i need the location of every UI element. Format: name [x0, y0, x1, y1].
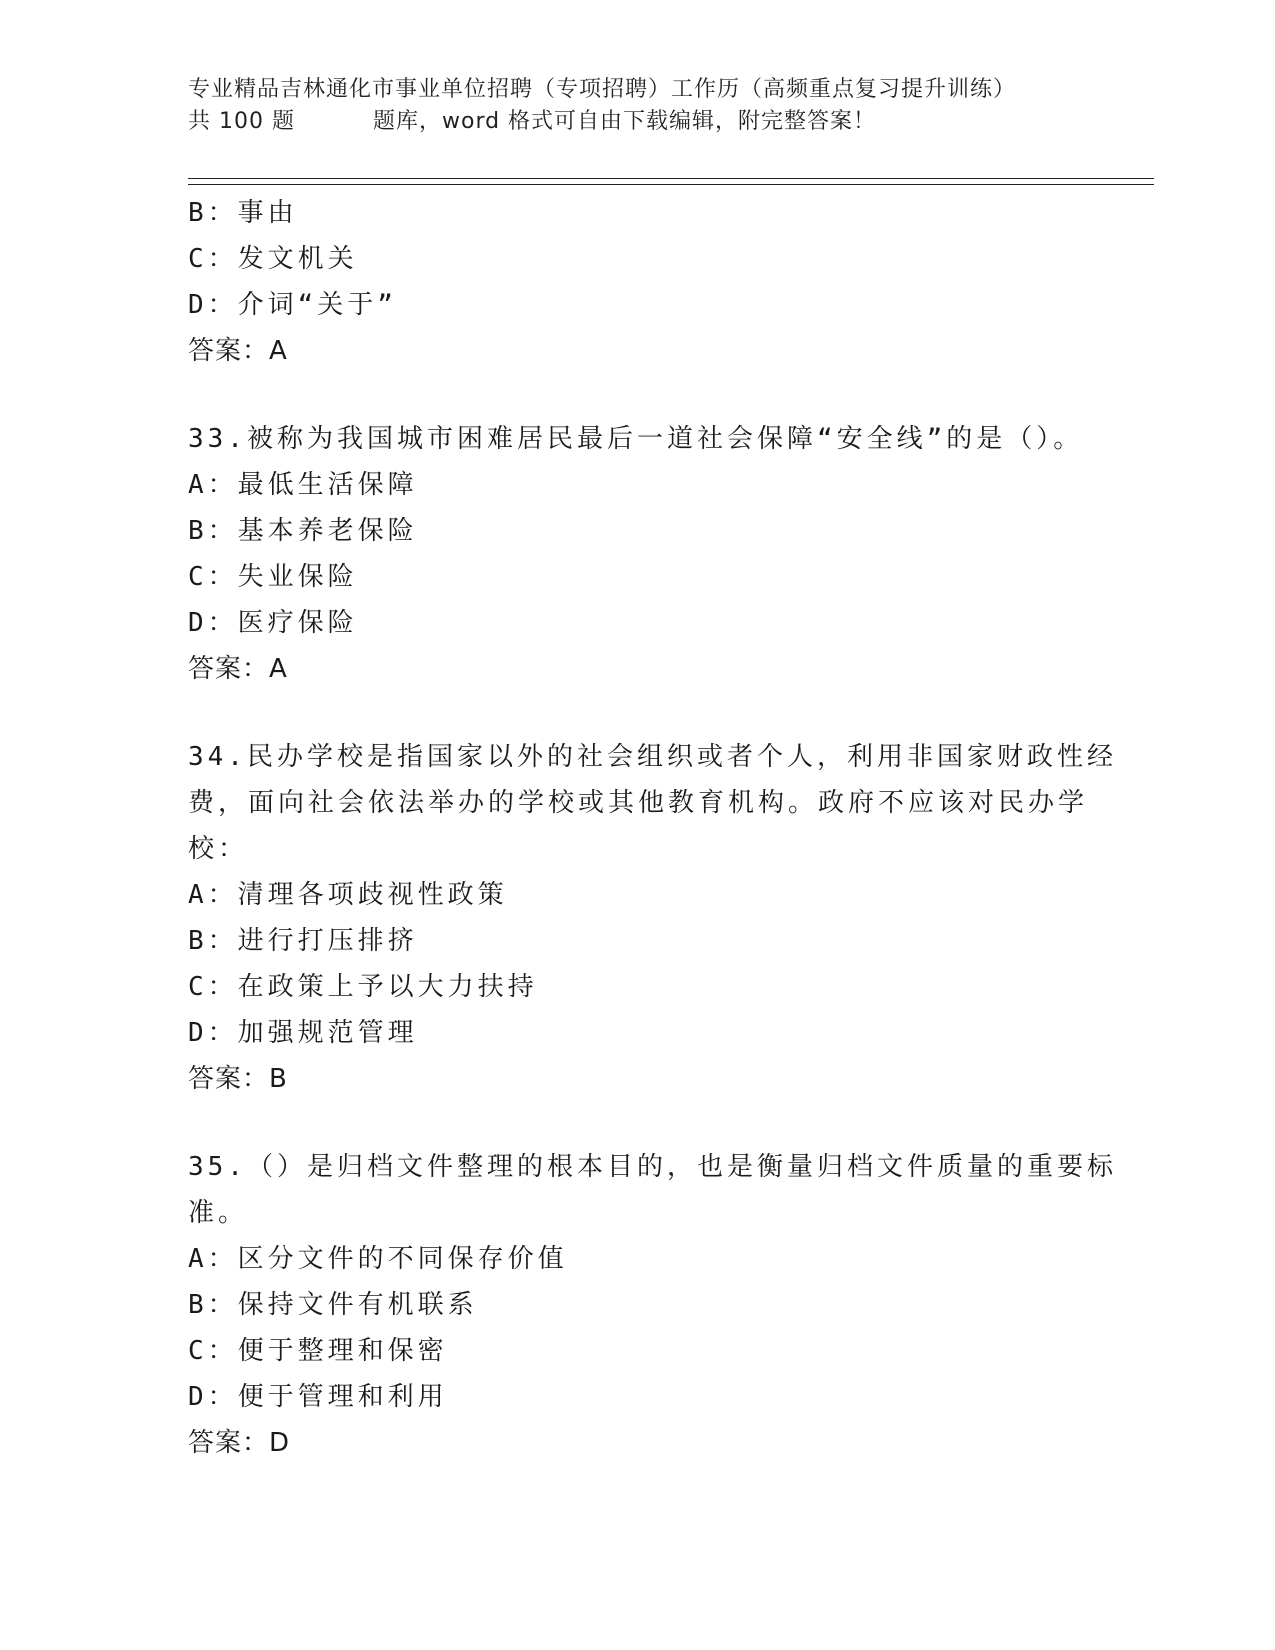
option-c: C：便于整理和保密	[188, 1336, 448, 1366]
question-content	[188, 190, 1117, 1466]
answer-line: 答案：B	[188, 1064, 288, 1094]
question-34	[188, 734, 1117, 1102]
option-c: C：发文机关	[188, 244, 358, 274]
question-33	[188, 416, 1088, 692]
question-text: 校：	[188, 834, 249, 864]
header-rule-top	[188, 178, 1154, 179]
option-b: B：进行打压排挤	[188, 926, 418, 956]
option-d: D：便于管理和利用	[188, 1382, 448, 1412]
option-a: A：区分文件的不同保存价值	[188, 1244, 568, 1274]
answer-line: 答案：A	[188, 336, 288, 366]
question-text: 准。	[188, 1198, 249, 1228]
header-subtitle	[188, 106, 1088, 138]
page-header	[188, 74, 1088, 138]
question-text: 34.民办学校是指国家以外的社会组织或者个人，利用非国家财政性经	[188, 742, 1117, 772]
option-a: A：最低生活保障	[188, 470, 418, 500]
option-d: D：医疗保险	[188, 608, 358, 638]
option-d: D：加强规范管理	[188, 1018, 418, 1048]
option-d: D：介词“关于”	[188, 290, 397, 320]
option-b: B：事由	[188, 198, 298, 228]
header-question-count: 共 100 题	[188, 109, 295, 134]
question-text: 35.（）是归档文件整理的根本目的，也是衡量归档文件质量的重要标	[188, 1152, 1117, 1182]
question-35	[188, 1144, 1117, 1466]
option-a: A：清理各项歧视性政策	[188, 880, 508, 910]
header-description: 题库，word 格式可自由下载编辑，附完整答案！	[372, 109, 877, 134]
header-rule-bottom	[188, 184, 1154, 185]
answer-line: 答案：D	[188, 1428, 291, 1458]
option-c: C：在政策上予以大力扶持	[188, 972, 538, 1002]
question-text: 费，面向社会依法举办的学校或其他教育机构。政府不应该对民办学	[188, 788, 1089, 818]
answer-line: 答案：A	[188, 654, 288, 684]
header-title: 专业精品吉林通化市事业单位招聘（专项招聘）工作历（高频重点复习提升训练）	[188, 77, 1017, 102]
question-text: 33.被称为我国城市困难居民最后一道社会保障“安全线”的是（）。	[188, 424, 1084, 454]
option-b: B：基本养老保险	[188, 516, 418, 546]
previous-question-tail	[188, 190, 1088, 374]
option-b: B：保持文件有机联系	[188, 1290, 478, 1320]
option-c: C：失业保险	[188, 562, 358, 592]
